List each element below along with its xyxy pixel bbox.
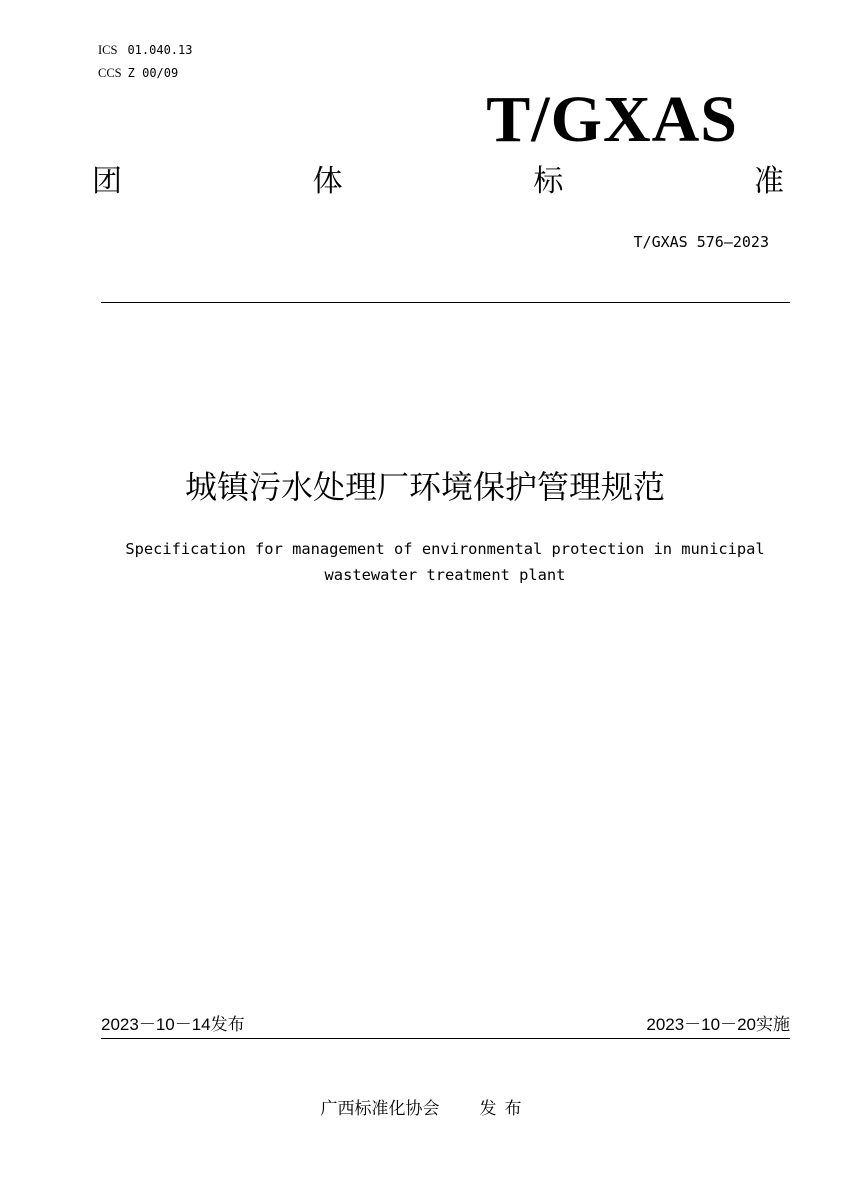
ics-label: ICS [98,43,118,57]
standard-type-char: 准 [753,164,784,199]
standard-type [92,162,784,202]
standard-type-char: 体 [312,164,343,199]
implementation-date [646,1014,790,1036]
implementation-date-value: 2023－10－20 [646,1015,756,1034]
ccs-code [98,65,178,81]
ics-value: 01.040.13 [127,43,193,57]
issue-date-value: 2023－10－14 [101,1015,211,1034]
issue-date [101,1014,245,1036]
standard-type-char: 标 [533,164,564,199]
ics-code [98,42,192,58]
top-divider [101,302,790,303]
ccs-value: Z 00/09 [127,66,179,80]
title-english-line: wastewater treatment plant [324,566,566,584]
publisher-org: 广西标准化协会 [320,1099,440,1119]
organization-code: T/GXAS [486,83,738,156]
title-chinese: 城镇污水处理厂环境保护管理规范 [184,468,665,506]
publisher-line [0,1098,850,1120]
ccs-label: CCS [98,66,122,80]
title-english [60,536,830,588]
standard-type-char: 团 [92,164,122,199]
issue-label: 发布 [210,1015,245,1035]
implementation-label: 实施 [756,1015,790,1035]
standard-number: T/GXAS 576—2023 [633,233,769,251]
title-english-line: Specification for management of environmental protection in municipal [125,540,765,558]
publisher-action: 发布 [479,1099,530,1119]
bottom-divider [101,1038,790,1039]
